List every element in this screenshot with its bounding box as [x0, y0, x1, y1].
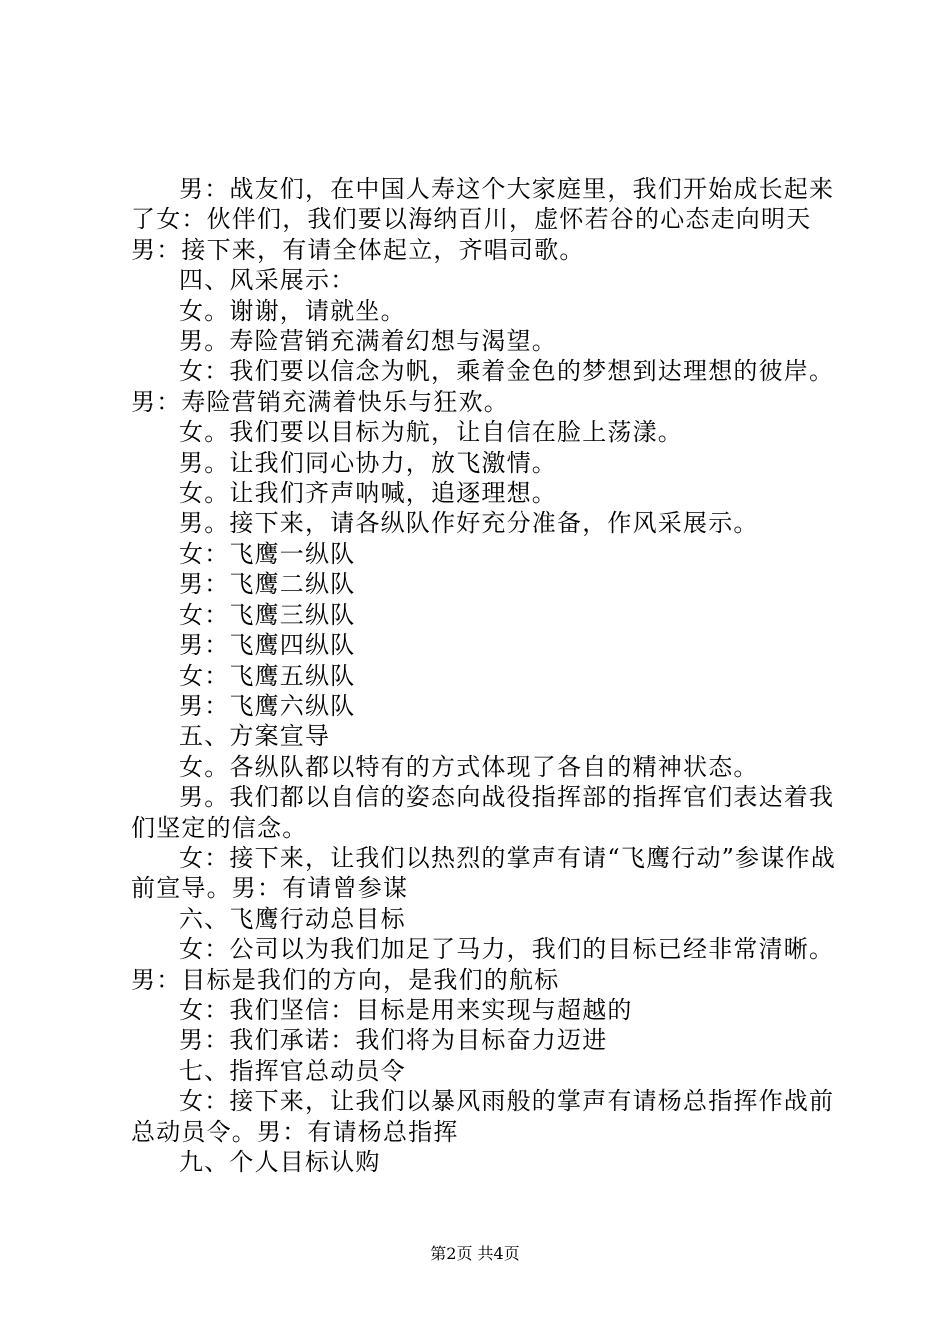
paragraph: 女：接下来，让我们以暴风雨般的掌声有请杨总指挥作战前总动员令。男：有请杨总指挥: [131, 1087, 835, 1146]
paragraph: 女。我们要以目标为航，让自信在脸上荡漾。: [179, 418, 683, 447]
paragraph: 女：飞鹰一纵队: [179, 539, 356, 568]
paragraph: 女：我们要以信念为帆，乘着金色的梦想到达理想的彼岸。男：寿险营销充满着快乐与狂欢。: [131, 357, 835, 416]
paragraph: 女：飞鹰三纵队: [179, 600, 356, 629]
paragraph: 六、飞鹰行动总目标: [179, 904, 406, 933]
paragraph: 女。各纵队都以特有的方式体现了各自的精神状态。: [179, 752, 759, 781]
document-body: [131, 174, 836, 1177]
paragraph: 女：接下来，让我们以热烈的掌声有请“飞鹰行动”参谋作战前宣导。男：有请曾参谋: [131, 843, 836, 903]
paragraph: 五、方案宣导: [179, 722, 331, 751]
paragraph: 七、指挥官总动员令: [179, 1056, 406, 1085]
paragraph: 九、个人目标认购: [179, 1148, 381, 1176]
paragraph: 男。接下来，请各纵队作好充分准备，作风采展示。: [179, 509, 759, 538]
paragraph: 男：我们承诺：我们将为目标奋力迈进: [179, 1026, 608, 1055]
paragraph: 女。让我们齐声呐喊，追逐理想。: [179, 479, 557, 508]
paragraph: 女：公司以为我们加足了马力，我们的目标已经非常清晰。男：目标是我们的方向，是我们的航标: [131, 935, 835, 994]
paragraph: 男。我们都以自信的姿态向战役指挥部的指挥官们表达着我们坚定的信念。: [131, 783, 835, 842]
paragraph: 男。让我们同心协力，放飞激情。: [179, 448, 557, 477]
paragraph: 女：飞鹰五纵队: [179, 661, 356, 690]
paragraph: 女：我们坚信：目标是用来实现与超越的: [179, 995, 633, 1024]
paragraph: 男：飞鹰六纵队: [179, 691, 356, 720]
paragraph: 男。寿险营销充满着幻想与渴望。: [179, 327, 557, 356]
paragraph: 男：飞鹰四纵队: [179, 631, 356, 660]
paragraph: 女。谢谢，请就坐。: [179, 296, 406, 325]
paragraph: 男：战友们，在中国人寿这个大家庭里，我们开始成长起来了女：伙伴们，我们要以海纳百川，虚怀若谷的心态走向明天男：接下来，有请全体起立，齐唱司歌。: [131, 175, 835, 264]
paragraph: 四、风采展示：: [179, 266, 356, 295]
paragraph: 男：飞鹰二纵队: [179, 570, 356, 599]
page-footer: 第2页 共4页: [430, 1244, 520, 1263]
